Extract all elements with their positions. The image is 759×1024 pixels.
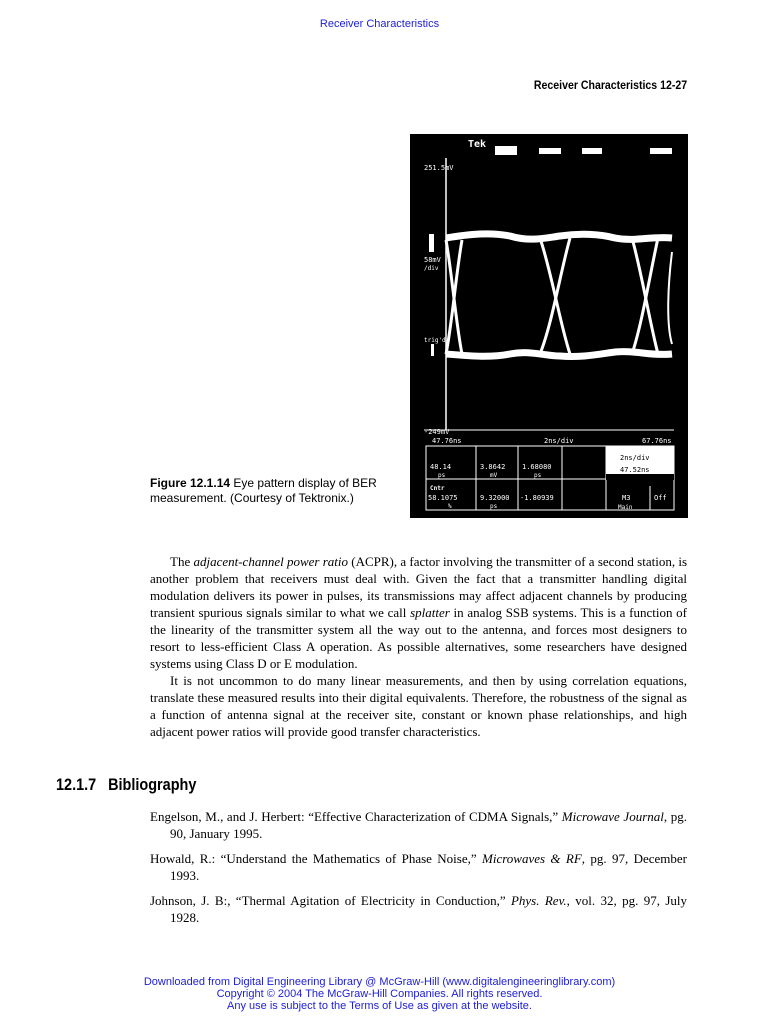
reference-list: [150, 808, 687, 934]
footer-terms-link[interactable]: Any use is subject to the Terms of Use as given at the website.: [227, 1000, 532, 1012]
p1-part-b: (ACPR), a factor involving the transmitter of a second station, is another problem that receivers must deal with. Given the fact that a transmitter handling digital modulation delivers its power in pulses, its transmissions may affect adjacent channels by producing transient spurious signals similar to what we call: [150, 554, 688, 620]
reference-details: , vol. 32, pg. 97, July 1928.: [170, 893, 687, 925]
reference-journal: Microwave Journal: [561, 809, 664, 824]
reference-text: Engelson, M., and J. Herbert: “Effective Characterization of CDMA Signals,”: [150, 809, 562, 824]
reference-details: , pg. 90, January 1995.: [170, 809, 687, 841]
side-main-label: Main: [618, 504, 633, 511]
status-block-4: [650, 148, 672, 154]
readout-r1-u3: ps: [534, 472, 542, 479]
time-div-label: 2ns/div: [544, 437, 574, 445]
time-start-label: 47.76ns: [432, 437, 462, 445]
figure-caption: [150, 476, 400, 506]
readout-r1-c2: 3.8642: [480, 463, 506, 471]
readout-r2-u1: %: [448, 503, 452, 510]
trigger-marker: [431, 344, 434, 356]
trigger-label: trig'd: [424, 337, 446, 344]
reference-journal: Microwaves & RF: [482, 851, 582, 866]
top-level-label: 251.5mV: [424, 164, 454, 172]
readout-r1-c3: 1.68080: [522, 463, 552, 471]
volts-per-div-label: 58mV: [424, 256, 441, 264]
paragraph-acpr: [150, 553, 687, 672]
readout-cntr-label: Cntr: [430, 485, 445, 492]
figure-label: Figure 12.1.14: [150, 476, 231, 490]
readout-r2-c2: 9.32000: [480, 494, 510, 502]
top-chapter-link[interactable]: Receiver Characteristics: [319, 18, 440, 30]
section-title: Bibliography: [108, 775, 197, 794]
reference-journal: Phys. Rev.: [510, 893, 567, 908]
footer: [0, 976, 759, 1012]
section-number: 12.1.7: [56, 775, 97, 794]
reference-item: [150, 850, 687, 884]
oscilloscope-screen: [410, 134, 688, 518]
time-end-label: 67.76ns: [642, 437, 672, 445]
footer-copyright-link[interactable]: Copyright © 2004 The McGraw-Hill Companies. All rights reserved.: [216, 988, 543, 1000]
footer-download-link[interactable]: Downloaded from Digital Engineering Library @ McGraw-Hill (www.digitalengineeringlibrary.com): [143, 976, 616, 988]
p1-term-splatter: splatter: [410, 605, 450, 620]
readout-r2-c3: -1.80939: [520, 494, 554, 502]
p1-term-acpr: adjacent-channel power ratio: [193, 554, 348, 569]
p1-part-a: The: [170, 554, 194, 569]
side-time-value: 47.52ns: [620, 466, 650, 474]
eye-pattern-figure: [410, 134, 688, 518]
side-m3-label: M3: [622, 494, 631, 502]
readout-r1-u1: ps: [438, 472, 446, 479]
status-block-1: [495, 146, 517, 155]
brand-label: Tek: [468, 139, 487, 150]
figure-caption-text: Eye pattern display of BER measurement.: [150, 476, 377, 505]
side-time-div: 2ns/div: [620, 454, 650, 462]
status-block-3: [582, 148, 602, 154]
section-heading: [56, 775, 196, 795]
reference-item: [150, 808, 687, 842]
running-head: Receiver Characteristics 12-27: [533, 78, 687, 92]
readout-r2-c1: 58.1075: [428, 494, 458, 502]
status-block-2: [539, 148, 561, 154]
paragraph-linear-measurements: It is not uncommon to do many linear measurements, and then by using correlation equations, translate these measured results into their digital equivalents. Therefore, the robustness of the signal as a function of antenna signal at the receiver site, constant or known phase relationships, and high adjacent power ratios will provide good transfer characteristics.: [150, 673, 687, 739]
p1-part-c: in analog SSB systems. This is a function of the linearity of the transmitter system all the way out to the antenna, and forces most designers to resort to less-efficient Class A operation. As possible alternatives, some researchers have designed systems using Class D or E modulation.: [150, 605, 688, 671]
reference-item: [150, 892, 687, 926]
readout-r2-u2: ps: [490, 503, 498, 510]
reference-details: , pg. 97, December 1993.: [170, 851, 687, 883]
body-text: [150, 553, 687, 740]
figure-credit: (Courtesy of Tektronix.): [230, 491, 354, 505]
readout-r1-c1: 48.14: [430, 463, 452, 471]
side-off-label: Off: [654, 494, 667, 502]
reference-text: Johnson, J. B:, “Thermal Agitation of Electricity in Conduction,”: [150, 893, 511, 908]
reference-text: Howald, R.: “Understand the Mathematics of Phase Noise,”: [150, 851, 482, 866]
volts-per-div-unit: /div: [424, 265, 439, 272]
bottom-level-label: -249mV: [424, 428, 450, 436]
ground-marker: [429, 234, 434, 252]
readout-r1-u2: mV: [490, 472, 498, 479]
